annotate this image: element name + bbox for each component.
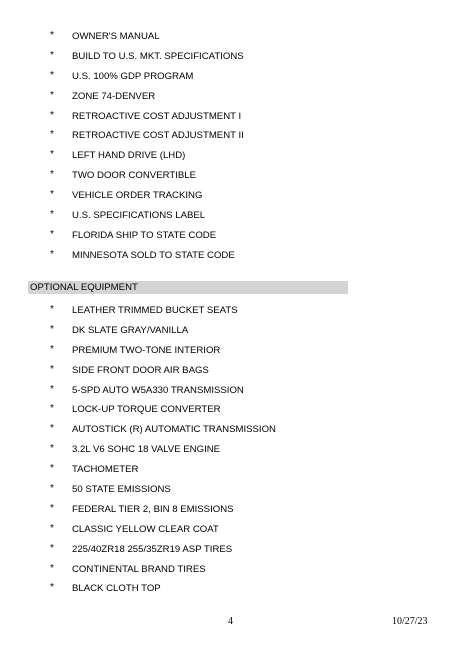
item-label: TWO DOOR CONVERTIBLE [72, 170, 197, 182]
item-label: 225/40ZR18 255/35ZR19 ASP TIRES [72, 543, 233, 555]
item-label: VEHICLE ORDER TRACKING [72, 190, 203, 202]
item-label: SIDE FRONT DOOR AIR BAGS [72, 364, 209, 376]
list-item [0, 301, 456, 321]
item-label: LEFT HAND DRIVE (LHD) [72, 150, 186, 162]
standard-equipment-list [0, 27, 456, 266]
bullet-icon: * [50, 343, 54, 355]
item-label: BUILD TO U.S. MKT. SPECIFICATIONS [72, 50, 244, 62]
item-label: FLORIDA SHIP TO STATE CODE [72, 229, 217, 241]
list-item [0, 27, 456, 47]
item-label: 50 STATE EMISSIONS [72, 484, 171, 496]
bullet-icon: * [50, 304, 54, 315]
optional-equipment-header [28, 281, 348, 294]
item-label: CLASSIC YELLOW CLEAR COAT [72, 523, 219, 535]
section-title: OPTIONAL EQUIPMENT [30, 282, 138, 293]
item-label: ZONE 74-DENVER [72, 90, 156, 102]
bullet-icon: * [50, 248, 54, 260]
list-item [0, 186, 456, 206]
list-item [0, 107, 456, 127]
list-item [0, 520, 456, 540]
item-label: 5-SPD AUTO W5A330 TRANSMISSION [72, 384, 244, 396]
list-item [0, 400, 456, 420]
item-label: RETROACTIVE COST ADJUSTMENT I [72, 110, 242, 122]
item-label: RETROACTIVE COST ADJUSTMENT II [72, 130, 244, 142]
item-label: LEATHER TRIMMED BUCKET SEATS [72, 305, 238, 316]
bullet-icon: * [50, 502, 54, 514]
list-item [0, 246, 456, 266]
item-label: DK SLATE GRAY/VANILLA [72, 324, 189, 336]
bullet-icon: * [50, 89, 54, 101]
bullet-icon: * [50, 562, 54, 574]
list-item [0, 87, 456, 107]
list-item [0, 361, 456, 381]
bullet-icon: * [50, 542, 54, 554]
item-label: 3.2L V6 SOHC 18 VALVE ENGINE [72, 444, 221, 456]
list-item [0, 146, 456, 166]
item-label: OWNER'S MANUAL [72, 31, 160, 42]
bullet-icon: * [50, 189, 54, 201]
bullet-icon: * [50, 423, 54, 435]
list-item [0, 420, 456, 440]
bullet-icon: * [50, 49, 54, 61]
list-item [0, 226, 456, 246]
item-label: CONTINENTAL BRAND TIRES [72, 563, 206, 575]
bullet-icon: * [50, 209, 54, 221]
list-item [0, 166, 456, 186]
list-item [0, 440, 456, 460]
bullet-icon: * [50, 169, 54, 181]
list-item [0, 126, 456, 146]
bullet-icon: * [50, 323, 54, 335]
list-item [0, 500, 456, 520]
item-label: U.S. SPECIFICATIONS LABEL [72, 210, 206, 222]
bullet-icon: * [50, 383, 54, 395]
item-label: FEDERAL TIER 2, BIN 8 EMISSIONS [72, 503, 234, 515]
list-item [0, 67, 456, 87]
list-item [0, 381, 456, 401]
item-label: AUTOSTICK (R) AUTOMATIC TRANSMISSION [72, 424, 276, 436]
list-item [0, 206, 456, 226]
bullet-icon: * [50, 582, 54, 594]
bullet-icon: * [50, 363, 54, 375]
bullet-icon: * [50, 403, 54, 415]
item-label: U.S. 100% GDP PROGRAM [72, 70, 194, 82]
bullet-icon: * [50, 228, 54, 240]
bullet-icon: * [50, 129, 54, 141]
page-number: 4 [228, 616, 233, 627]
bullet-icon: * [50, 69, 54, 81]
bullet-icon: * [50, 30, 54, 41]
list-item [0, 341, 456, 361]
bullet-icon: * [50, 443, 54, 455]
list-item [0, 460, 456, 480]
footer-date: 10/27/23 [392, 616, 428, 627]
list-item [0, 480, 456, 500]
bullet-icon: * [50, 483, 54, 495]
list-item [0, 540, 456, 560]
bullet-icon: * [50, 109, 54, 121]
list-item [0, 560, 456, 580]
bullet-icon: * [50, 522, 54, 534]
item-label: LOCK-UP TORQUE CONVERTER [72, 404, 221, 416]
item-label: PREMIUM TWO-TONE INTERIOR [72, 344, 221, 356]
item-label: BLACK CLOTH TOP [72, 583, 161, 595]
list-item [0, 579, 456, 599]
item-label: MINNESOTA SOLD TO STATE CODE [72, 249, 235, 261]
optional-equipment-list [0, 301, 456, 599]
item-label: TACHOMETER [72, 464, 139, 476]
list-item [0, 321, 456, 341]
bullet-icon: * [50, 149, 54, 161]
list-item [0, 47, 456, 67]
bullet-icon: * [50, 463, 54, 475]
